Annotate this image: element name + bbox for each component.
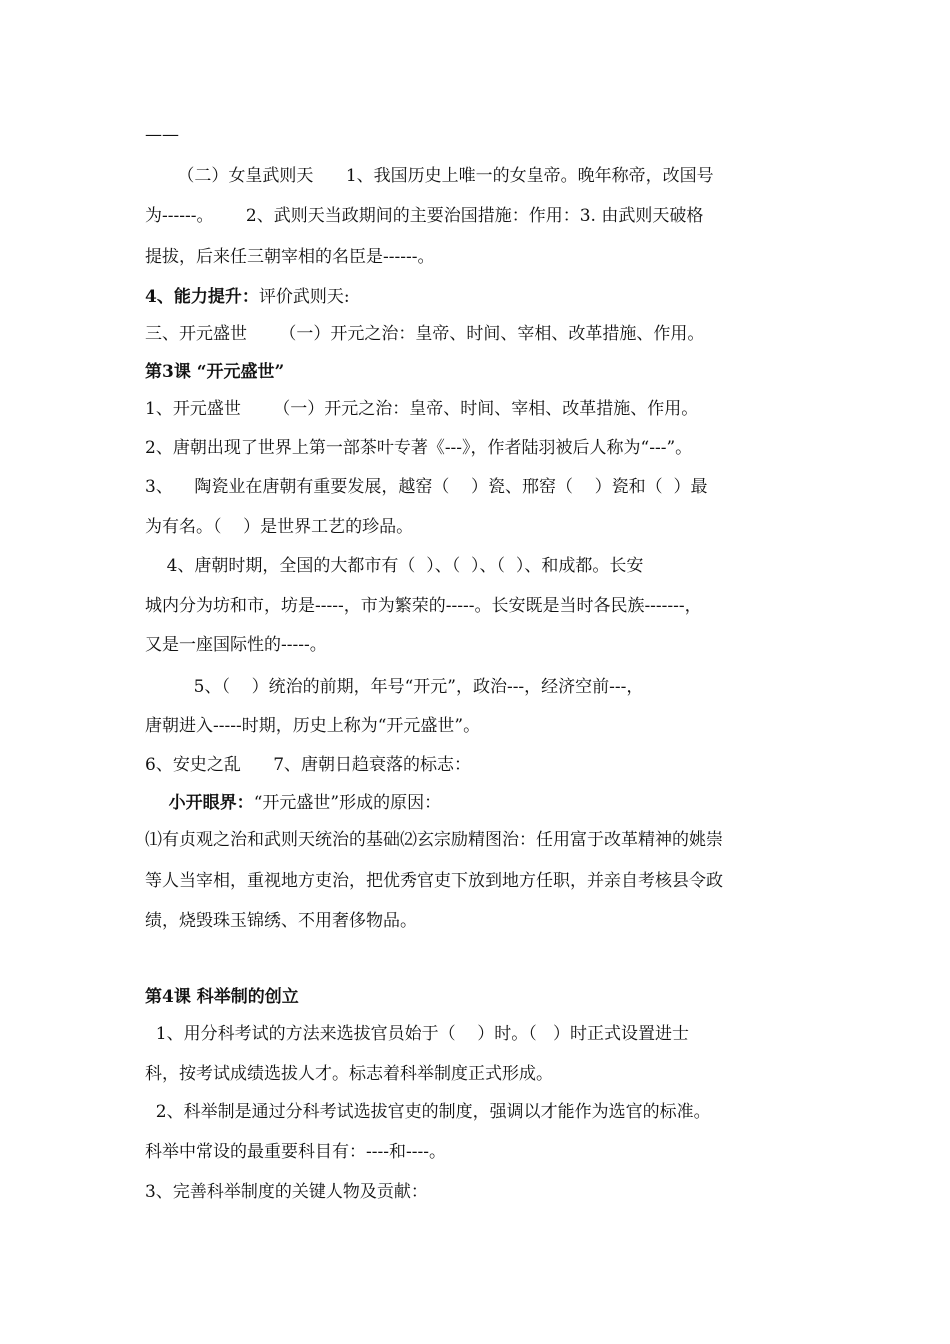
text-line: 城内分为坊和市，坊是-----，市为繁荣的-----。长安既是当时各民族-------， [145, 596, 702, 616]
text-line: 又是一座国际性的-----。 [145, 635, 327, 655]
ability-text: 评价武则天: [258, 287, 350, 307]
text-line: 为------。 2、武则天当政期间的主要治国措施：作用：3. 由武则天破格 [145, 206, 704, 226]
text-line: 提拔，后来任三朝宰相的名臣是------。 [145, 247, 435, 267]
text-line: 唐朝进入-----时期，历史上称为“开元盛世”。 [145, 716, 481, 736]
text-line: 1、开元盛世 （一）开元之治：皇帝、时间、宰相、改革措施、作用。 [145, 399, 699, 419]
text-line: 绩，烧毁珠玉锦绣、不用奢侈物品。 [145, 911, 417, 931]
text-line: 3、完善科举制度的关键人物及贡献： [145, 1182, 428, 1202]
text-line: 科举中常设的最重要科目有：----和----。 [145, 1142, 446, 1162]
insight-label: 小开眼界： [145, 793, 254, 813]
text-line: 2、科举制是通过分科考试选拔官吏的制度，强调以才能作为选官的标准。 [145, 1102, 711, 1122]
text-line: 三、开元盛世 （一）开元之治：皇帝、时间、宰相、改革措施、作用。 [145, 324, 705, 344]
insight-text: “开元盛世”形成的原因： [253, 793, 442, 813]
text-line: 等人当宰相，重视地方吏治，把优秀官吏下放到地方任职，并亲自考核县令政 [145, 871, 723, 891]
text-line: （二）女皇武则天 1、我国历史上唯一的女皇帝。晚年称帝，改国号 [145, 166, 714, 186]
text-line: 为有名。（ ）是世界工艺的珍品。 [145, 517, 414, 537]
text-line: ⑴有贞观之治和武则天统治的基础⑵玄宗励精图治：任用富于改革精神的姚崇 [145, 830, 723, 850]
text-line: 5、（ ）统治的前期，年号“开元”，政治---，经济空前---， [145, 677, 644, 697]
ability-label: 4、能力提升： [145, 287, 259, 307]
text-line [145, 286, 350, 308]
text-line: 4、唐朝时期，全国的大都市有（ ）、（ ）、（ ）、和成都。长安 [145, 556, 644, 576]
text-line: 2、唐朝出现了世界上第一部茶叶专著《---》，作者陆羽被后人称为“---”。 [145, 438, 693, 458]
text-line: 3、 陶瓷业在唐朝有重要发展，越窑（ ）瓷、邢窑（ ）瓷和（ ）最 [145, 477, 708, 497]
dash-line: —— [145, 125, 179, 145]
text-line: 6、安史之乱 7、唐朝日趋衰落的标志： [145, 755, 472, 775]
text-line: 1、用分科考试的方法来选拔官员始于（ ）时。（ ）时正式设置进士 [145, 1024, 689, 1044]
text-line [145, 792, 441, 814]
lesson-heading: 第3课 “开元盛世” [145, 362, 285, 382]
text-line: 科，按考试成绩选拔人才。标志着科举制度正式形成。 [145, 1064, 553, 1084]
lesson-heading: 第4课 科举制的创立 [145, 987, 299, 1007]
